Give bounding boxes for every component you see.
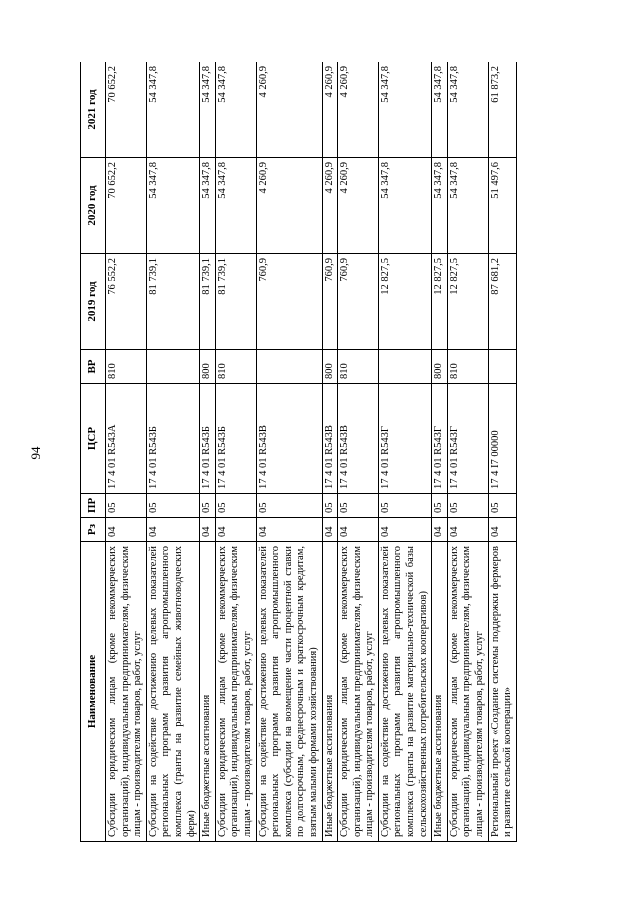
cell-vr: 800 [200,350,216,384]
cell-2019: 12 827,5 [378,254,431,350]
header-2019: 2019 год [81,254,106,350]
cell-2020: 54 347,8 [200,158,216,254]
cell-pr: 05 [215,494,256,518]
cell-2021: 4 260,9 [322,62,338,158]
cell-2019: 760,9 [338,254,379,350]
table-row [200,62,216,842]
cell-rz: 04 [338,518,379,542]
cell-2020: 54 347,8 [447,158,488,254]
cell-rz: 04 [200,518,216,542]
cell-csr: 17 4 01 R543В [338,384,379,494]
cell-pr: 05 [432,494,448,518]
cell-name: Субсидии юридическим лицам (кроме некоммерческих организаций), индивидуальным предпринимателям, физическим лицам - производителям товаров, работ, услуг [106,542,147,842]
cell-2021: 4 260,9 [256,62,322,158]
cell-2021: 61 873,2 [488,62,516,158]
header-2021: 2021 год [81,62,106,158]
cell-vr [488,350,516,384]
header-name: Наименование [81,542,106,842]
header-vr: ВР [81,350,106,384]
cell-vr: 800 [432,350,448,384]
cell-2019: 81 739,1 [146,254,199,350]
table-row [146,62,199,842]
cell-2020: 4 260,9 [338,158,379,254]
cell-2020: 54 347,8 [146,158,199,254]
cell-csr: 17 4 01 R543Б [215,384,256,494]
cell-vr: 800 [322,350,338,384]
cell-csr: 17 4 I7 00000 [488,384,516,494]
page-number: 94 [28,446,43,460]
table-wrapper [80,62,564,842]
cell-2021: 4 260,9 [338,62,379,158]
cell-2020: 70 652,2 [106,158,147,254]
cell-pr: 05 [488,494,516,518]
cell-2021: 54 347,8 [447,62,488,158]
table-row [106,62,147,842]
cell-csr: 17 4 01 R543Г [432,384,448,494]
cell-pr: 05 [200,494,216,518]
cell-2021: 54 347,8 [215,62,256,158]
cell-name: Субсидии на содействие достижению целевых показателей региональных программ развития агропромышленного комплекса (гранты на развитие семейных животноводческих ферм) [146,542,199,842]
cell-rz: 04 [146,518,199,542]
cell-rz: 04 [488,518,516,542]
cell-2020: 4 260,9 [256,158,322,254]
cell-2021: 54 347,8 [146,62,199,158]
header-rz: Рз [81,518,106,542]
cell-csr: 17 4 01 R543Б [200,384,216,494]
cell-csr: 17 4 01 R543А [106,384,147,494]
cell-2020: 54 347,8 [215,158,256,254]
cell-2019: 87 681,2 [488,254,516,350]
cell-2019: 760,9 [322,254,338,350]
cell-2020: 4 260,9 [322,158,338,254]
cell-name: Субсидии на содействие достижению целевых показателей региональных программ развития агропромышленного комплекса (гранты на развитие материально-технической базы сельскохозяйственных потребительских кооперативов) [378,542,431,842]
header-csr: ЦСР [81,384,106,494]
cell-vr: 810 [106,350,147,384]
cell-2019: 81 739,1 [215,254,256,350]
cell-vr [378,350,431,384]
cell-rz: 04 [215,518,256,542]
cell-pr: 05 [378,494,431,518]
table-row [488,62,516,842]
table-row [215,62,256,842]
table-row [447,62,488,842]
table-row [322,62,338,842]
cell-vr [256,350,322,384]
cell-csr: 17 4 01 R543В [256,384,322,494]
cell-rz: 04 [378,518,431,542]
cell-name: Региональный проект «Создание системы поддержки фермеров и развитие сельской кооперации» [488,542,516,842]
cell-2020: 54 347,8 [432,158,448,254]
header-row [81,62,106,842]
cell-csr: 17 4 01 R543Г [447,384,488,494]
cell-vr [146,350,199,384]
cell-2021: 54 347,8 [378,62,431,158]
rotated-table-area [80,62,564,842]
budget-table [80,62,517,842]
cell-rz: 04 [106,518,147,542]
cell-csr: 17 4 01 R543Б [146,384,199,494]
header-pr: ПР [81,494,106,518]
cell-vr: 810 [447,350,488,384]
cell-vr: 810 [215,350,256,384]
cell-2019: 76 552,2 [106,254,147,350]
cell-rz: 04 [447,518,488,542]
cell-name: Иные бюджетные ассигнования [432,542,448,842]
cell-2019: 12 827,5 [447,254,488,350]
cell-rz: 04 [256,518,322,542]
cell-2021: 70 652,2 [106,62,147,158]
header-2020: 2020 год [81,158,106,254]
cell-pr: 05 [256,494,322,518]
cell-rz: 04 [322,518,338,542]
cell-2021: 54 347,8 [200,62,216,158]
cell-name: Иные бюджетные ассигнования [322,542,338,842]
cell-csr: 17 4 01 R543Г [378,384,431,494]
cell-name: Субсидии на содействие достижению целевых показателей региональных программ развития агропромышленного комплекса (субсидии на возмещение части процентной ставки по долгосрочным, среднесрочным и краткосрочным кредитам, взятым малыми формами хозяйствования) [256,542,322,842]
cell-name: Иные бюджетные ассигнования [200,542,216,842]
table-row [256,62,322,842]
cell-2019: 81 739,1 [200,254,216,350]
cell-pr: 05 [146,494,199,518]
cell-pr: 05 [447,494,488,518]
cell-2020: 51 497,6 [488,158,516,254]
cell-pr: 05 [106,494,147,518]
cell-2021: 54 347,8 [432,62,448,158]
cell-csr: 17 4 01 R543В [322,384,338,494]
cell-name: Субсидии юридическим лицам (кроме некоммерческих организаций), индивидуальным предпринимателям, физическим лицам - производителям товаров, работ, услуг [338,542,379,842]
cell-2019: 12 827,5 [432,254,448,350]
cell-2019: 760,9 [256,254,322,350]
cell-2020: 54 347,8 [378,158,431,254]
table-row [338,62,379,842]
cell-name: Субсидии юридическим лицам (кроме некоммерческих организаций), индивидуальным предпринимателям, физическим лицам - производителям товаров, работ, услуг [447,542,488,842]
cell-rz: 04 [432,518,448,542]
cell-pr: 05 [322,494,338,518]
table-row [378,62,431,842]
table-row [432,62,448,842]
cell-name: Субсидии юридическим лицам (кроме некоммерческих организаций), индивидуальным предпринимателям, физическим лицам - производителям товаров, работ, услуг [215,542,256,842]
cell-vr: 810 [338,350,379,384]
cell-pr: 05 [338,494,379,518]
